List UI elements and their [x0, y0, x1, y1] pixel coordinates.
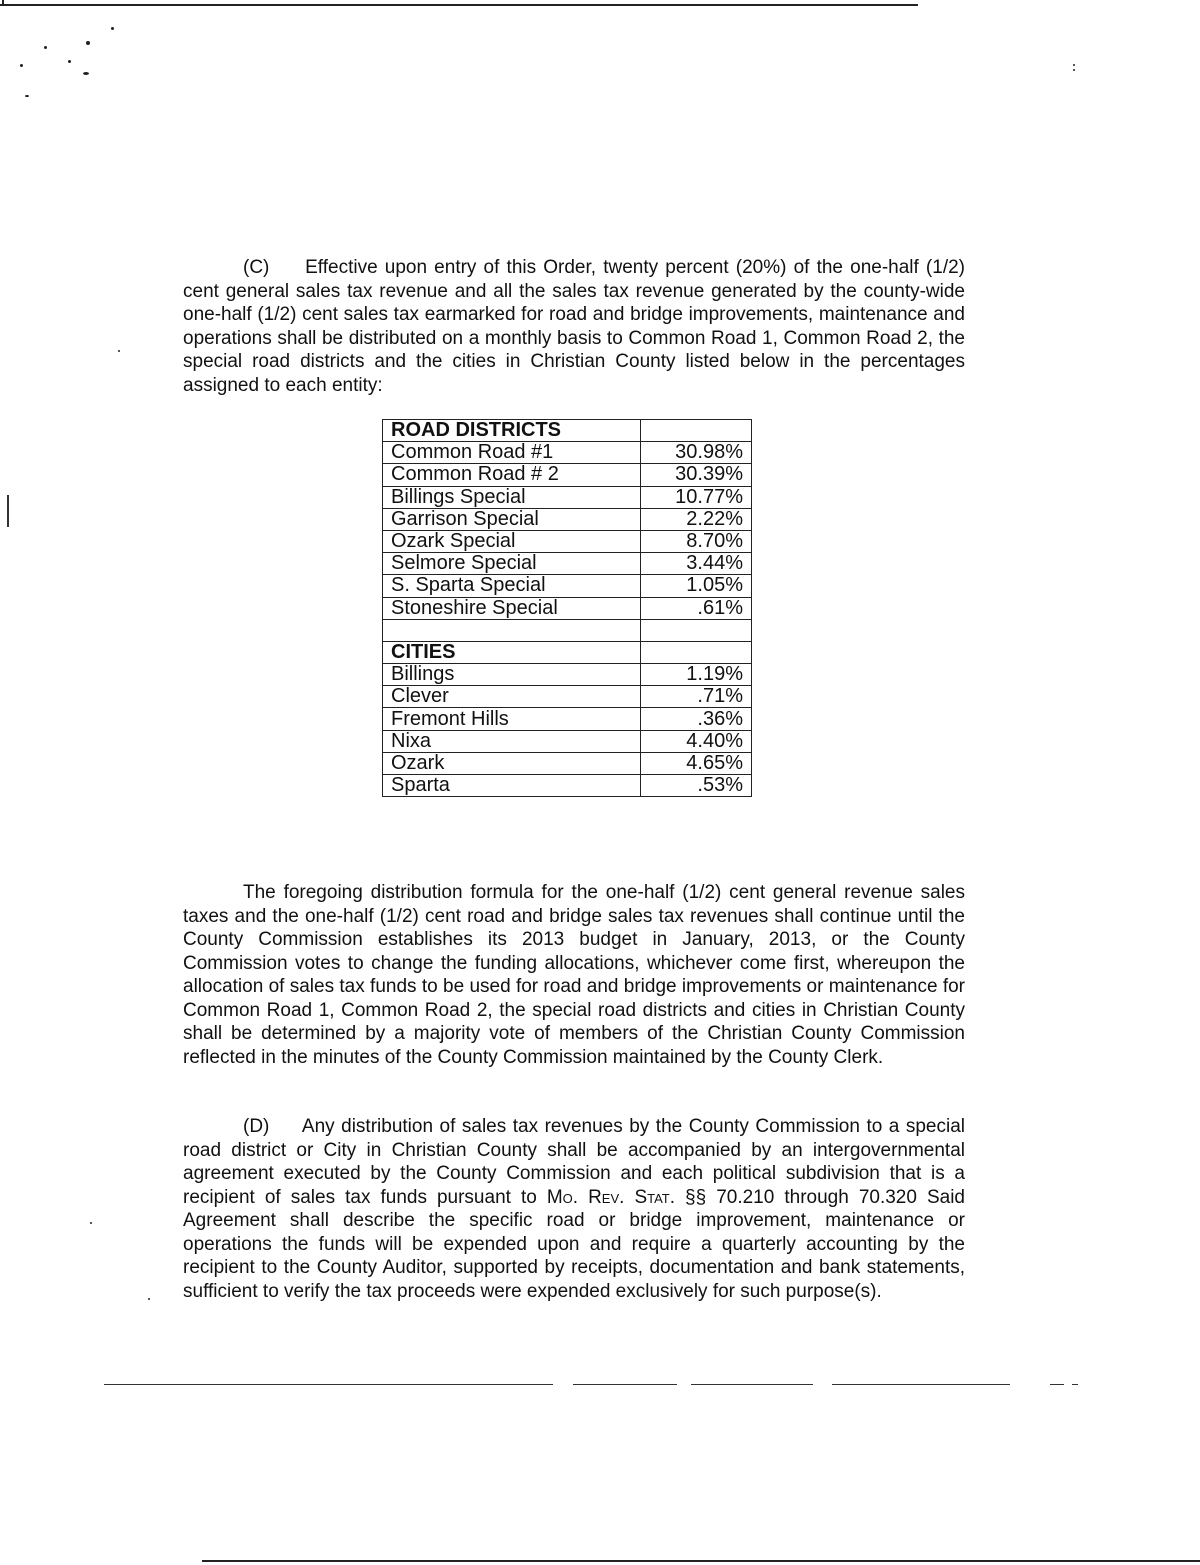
paragraph-c-text: Effective upon entry of this Order, twenty percent (20%) of the one-half (1/2) cent general sales tax revenue and all the sales tax revenue generated by the county-wide one-half (1/2) cent sales tax earmarked for road and bridge improvements, maintenance and operations shall be distributed on a monthly basis to Common Road 1, Common Road 2, the special road districts and the cities in Christian County listed below in the percentages assigned to each entity: [183, 257, 965, 396]
percentage-cell: 4.65% [641, 752, 752, 774]
entity-name-cell: Nixa [383, 730, 641, 752]
scan-speck [111, 27, 114, 30]
separator-segment [832, 1384, 1010, 1385]
separator-segment [691, 1384, 813, 1385]
percentage-cell: .36% [641, 708, 752, 730]
percentage-cell: 1.19% [641, 664, 752, 686]
percentage-cell: 2.22% [641, 508, 752, 530]
section-header-row [383, 420, 752, 442]
table-row [383, 664, 752, 686]
paragraph-d [183, 1115, 965, 1303]
distribution-table [382, 419, 752, 797]
table-row [383, 775, 752, 797]
table-row [383, 575, 752, 597]
top-border-line [0, 4, 918, 6]
scan-speck [1073, 64, 1075, 66]
percentage-cell: .61% [641, 597, 752, 619]
scan-speck [44, 46, 47, 49]
entity-name-cell: S. Sparta Special [383, 575, 641, 597]
percentage-cell: .71% [641, 686, 752, 708]
entity-name-cell: Ozark Special [383, 530, 641, 552]
separator-segment [573, 1384, 677, 1385]
statute-citation: Mo. Rev. Stat. [546, 1186, 676, 1208]
entity-name-cell: CITIES [383, 641, 641, 663]
percentage-cell: 10.77% [641, 486, 752, 508]
entity-name-cell: Clever [383, 686, 641, 708]
percentage-cell: 4.40% [641, 730, 752, 752]
entity-name-cell [383, 619, 641, 641]
percentage-cell: .53% [641, 775, 752, 797]
paragraph-d-text-before: Any distribution of sales tax revenues by the County Commission to a special road district or City in Christian County shall be accompanied by an intergovernmental agreement executed by the County Commission and each political subdivision that is a recipient of sales tax funds pursuant to [183, 1116, 965, 1208]
scan-speck [68, 60, 71, 63]
separator-segment [104, 1384, 553, 1385]
top-corner-mark [2, 0, 4, 6]
scan-speck [83, 72, 89, 75]
paragraph-d-text-after: §§ 70.210 through 70.320 Said Agreement shall describe the specific road or bridge improvement, maintenance or operations the funds will be expended upon and require a quarterly accounting by the recipient to the County Auditor, supported by receipts, documentation and bank statements, sufficient to verify the tax proceeds were expended exclusively for such purpose(s). [183, 1186, 965, 1302]
table-row [383, 464, 752, 486]
entity-name-cell: Billings Special [383, 486, 641, 508]
entity-name-cell: Fremont Hills [383, 708, 641, 730]
paragraph-formula [183, 881, 965, 1069]
scan-speck [86, 41, 90, 45]
table-row [383, 486, 752, 508]
table-row [383, 508, 752, 530]
paragraph-formula-text: The foregoing distribution formula for the one-half (1/2) cent general revenue sales taxes and the one-half (1/2) cent road and bridge sales tax revenues shall continue until the County Commission establishes its 2013 budget in January, 2013, or the County Commission votes to change the funding allocations, whichever come first, whereupon the allocation of sales tax funds to be used for road and bridge improvements or maintenance for Common Road 1, Common Road 2, the special road districts and cities in Christian County shall be determined by a majority vote of members of the Christian County Commission reflected in the minutes of the County Commission maintained by the County Clerk. [183, 882, 965, 1068]
separator-segment [1050, 1384, 1064, 1385]
entity-name-cell: Garrison Special [383, 508, 641, 530]
separator-segment [1072, 1384, 1078, 1385]
bottom-border-line [202, 1560, 1200, 1562]
entity-name-cell: Common Road #1 [383, 442, 641, 464]
entity-name-cell: Billings [383, 664, 641, 686]
scan-margin-mark [7, 495, 9, 527]
entity-name-cell: Common Road # 2 [383, 464, 641, 486]
table-row [383, 730, 752, 752]
paragraph-c [183, 256, 965, 397]
percentage-cell: 30.98% [641, 442, 752, 464]
percentage-cell: 30.39% [641, 464, 752, 486]
scan-speck [20, 64, 23, 67]
table-row [383, 752, 752, 774]
scan-speck [90, 1222, 92, 1224]
entity-name-cell: Selmore Special [383, 553, 641, 575]
entity-name-cell: Sparta [383, 775, 641, 797]
table-row [383, 442, 752, 464]
scan-speck [148, 1298, 150, 1300]
paragraph-d-label: (D) [243, 1116, 270, 1137]
table-row [383, 708, 752, 730]
entity-name-cell: Stoneshire Special [383, 597, 641, 619]
table-row [383, 530, 752, 552]
percentage-cell: 8.70% [641, 530, 752, 552]
percentage-cell [641, 420, 752, 442]
entity-name-cell: Ozark [383, 752, 641, 774]
table-row [383, 686, 752, 708]
section-header-row [383, 641, 752, 663]
percentage-cell [641, 641, 752, 663]
entity-name-cell: ROAD DISTRICTS [383, 420, 641, 442]
table-row [383, 597, 752, 619]
scan-speck [118, 350, 120, 352]
scan-speck [25, 95, 29, 97]
percentage-cell: 3.44% [641, 553, 752, 575]
percentage-cell [641, 619, 752, 641]
percentage-cell: 1.05% [641, 575, 752, 597]
scan-speck [1073, 69, 1075, 71]
table-row [383, 553, 752, 575]
blank-row [383, 619, 752, 641]
paragraph-c-label: (C) [243, 257, 270, 278]
